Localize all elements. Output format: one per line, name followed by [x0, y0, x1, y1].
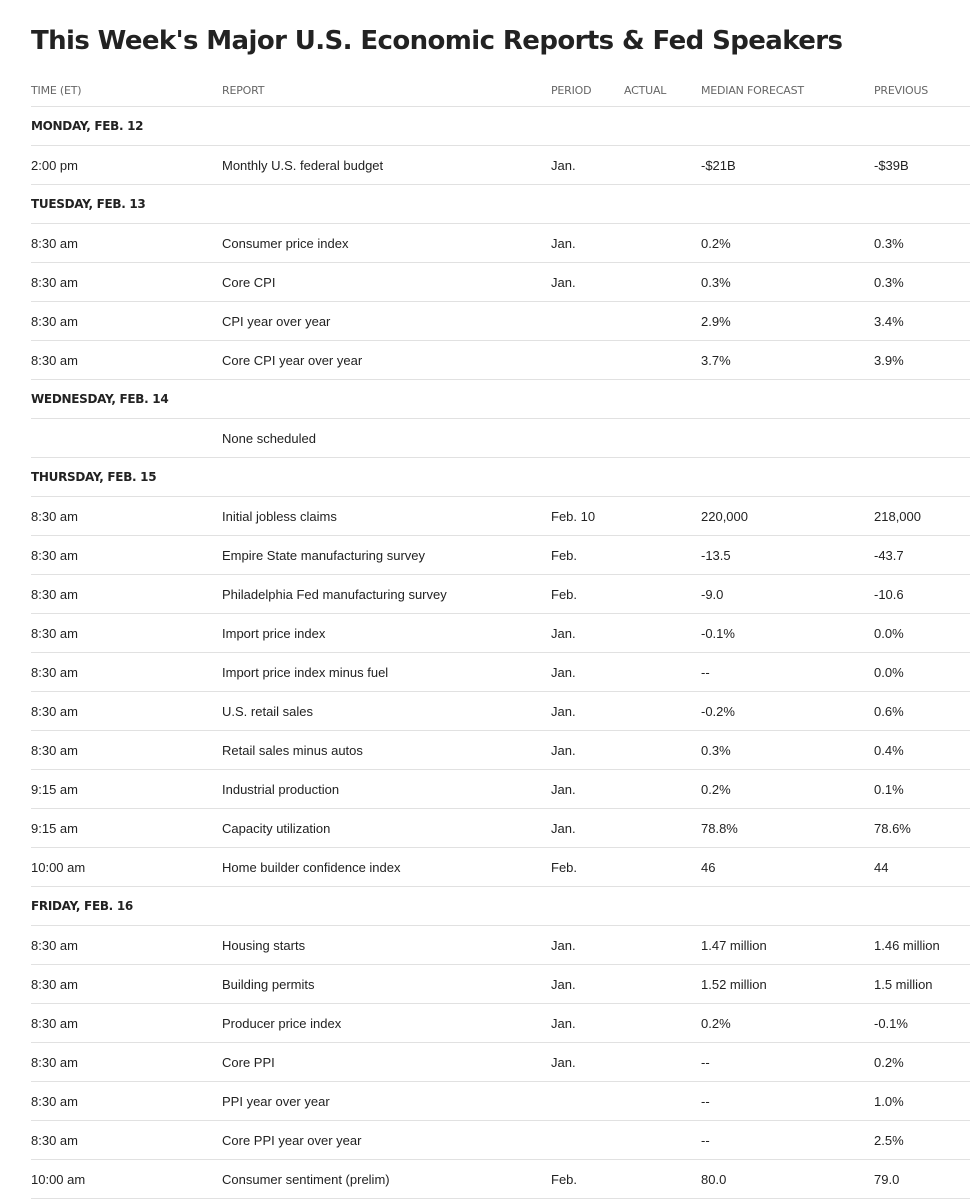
- day-label: THURSDAY, FEB. 15: [31, 470, 157, 484]
- previous-cell: 0.0%: [874, 626, 904, 641]
- report-cell: Import price index minus fuel: [222, 665, 389, 680]
- report-cell: Consumer sentiment (prelim): [222, 1172, 390, 1187]
- time-cell: 8:30 am: [31, 665, 78, 680]
- median-forecast-cell: -0.1%: [701, 626, 735, 641]
- table-row: [31, 809, 970, 848]
- median-forecast-cell: --: [701, 1094, 710, 1109]
- time-cell: 8:30 am: [31, 509, 78, 524]
- median-forecast-cell: 78.8%: [701, 821, 738, 836]
- report-cell: PPI year over year: [222, 1094, 330, 1109]
- period-cell: Jan.: [551, 1055, 576, 1070]
- report-cell: Monthly U.S. federal budget: [222, 158, 384, 173]
- table-row: [31, 263, 970, 302]
- report-cell: Core PPI: [222, 1055, 275, 1070]
- period-cell: Jan.: [551, 626, 576, 641]
- time-cell: 10:00 am: [31, 1172, 86, 1187]
- report-cell: Import price index: [222, 626, 326, 641]
- page-title: This Week's Major U.S. Economic Reports & Fed Speakers: [31, 26, 843, 56]
- day-header-row: [31, 458, 970, 497]
- previous-cell: 0.0%: [874, 665, 904, 680]
- table-row: [31, 1082, 970, 1121]
- median-forecast-cell: 3.7%: [701, 353, 731, 368]
- time-cell: 8:30 am: [31, 626, 78, 641]
- table-row: [31, 926, 970, 965]
- time-cell: 9:15 am: [31, 782, 78, 797]
- previous-cell: 78.6%: [874, 821, 911, 836]
- time-cell: 8:30 am: [31, 1133, 78, 1148]
- report-cell: Initial jobless claims: [222, 509, 337, 524]
- table-row: [31, 1160, 970, 1199]
- previous-cell: 0.4%: [874, 743, 904, 758]
- previous-cell: -$39B: [874, 158, 909, 173]
- table-row: [31, 965, 970, 1004]
- report-cell: Core PPI year over year: [222, 1133, 362, 1148]
- period-cell: Jan.: [551, 704, 576, 719]
- time-cell: 8:30 am: [31, 275, 78, 290]
- time-cell: 8:30 am: [31, 353, 78, 368]
- period-cell: Feb.: [551, 860, 578, 875]
- time-cell: 8:30 am: [31, 938, 78, 953]
- median-forecast-cell: 0.3%: [701, 275, 731, 290]
- column-header-period: PERIOD: [551, 84, 592, 97]
- period-cell: Jan.: [551, 1016, 576, 1031]
- period-cell: Jan.: [551, 977, 576, 992]
- time-cell: 8:30 am: [31, 587, 78, 602]
- median-forecast-cell: -9.0: [701, 587, 724, 602]
- column-header-previous: PREVIOUS: [874, 84, 929, 97]
- period-cell: Feb. 10: [551, 509, 596, 524]
- column-header-median-forecast: MEDIAN FORECAST: [701, 84, 804, 97]
- time-cell: 8:30 am: [31, 236, 78, 251]
- period-cell: Feb.: [551, 548, 578, 563]
- table-row: [31, 1043, 970, 1082]
- day-label: TUESDAY, FEB. 13: [31, 197, 146, 211]
- period-cell: Jan.: [551, 236, 576, 251]
- report-cell: Building permits: [222, 977, 315, 992]
- time-cell: 8:30 am: [31, 977, 78, 992]
- median-forecast-cell: 0.2%: [701, 236, 731, 251]
- previous-cell: -10.6: [874, 587, 904, 602]
- previous-cell: 0.1%: [874, 782, 904, 797]
- period-cell: Jan.: [551, 782, 576, 797]
- previous-cell: 79.0: [874, 1172, 900, 1187]
- table-header: [31, 68, 970, 107]
- previous-cell: 1.0%: [874, 1094, 904, 1109]
- median-forecast-cell: 0.3%: [701, 743, 731, 758]
- report-cell: Home builder confidence index: [222, 860, 401, 875]
- time-cell: 8:30 am: [31, 1016, 78, 1031]
- day-label: MONDAY, FEB. 12: [31, 119, 144, 133]
- previous-cell: -43.7: [874, 548, 904, 563]
- time-cell: 8:30 am: [31, 1055, 78, 1070]
- previous-cell: 0.6%: [874, 704, 904, 719]
- table-row: [31, 770, 970, 809]
- previous-cell: 44: [874, 860, 889, 875]
- period-cell: Feb.: [551, 587, 578, 602]
- median-forecast-cell: 80.0: [701, 1172, 727, 1187]
- time-cell: 8:30 am: [31, 314, 78, 329]
- report-cell: None scheduled: [222, 431, 316, 446]
- day-header-row: [31, 380, 970, 419]
- table-body: [31, 107, 970, 1199]
- previous-cell: 0.2%: [874, 1055, 904, 1070]
- time-cell: 8:30 am: [31, 1094, 78, 1109]
- report-cell: Core CPI: [222, 275, 276, 290]
- time-cell: 9:15 am: [31, 821, 78, 836]
- previous-cell: 218,000: [874, 509, 921, 524]
- day-label: FRIDAY, FEB. 16: [31, 899, 133, 913]
- period-cell: Jan.: [551, 743, 576, 758]
- period-cell: Jan.: [551, 938, 576, 953]
- median-forecast-cell: 2.9%: [701, 314, 731, 329]
- median-forecast-cell: 0.2%: [701, 1016, 731, 1031]
- day-header-row: [31, 887, 970, 926]
- median-forecast-cell: --: [701, 1133, 710, 1148]
- median-forecast-cell: --: [701, 665, 710, 680]
- table-row: [31, 575, 970, 614]
- previous-cell: 0.3%: [874, 275, 904, 290]
- previous-cell: 2.5%: [874, 1133, 904, 1148]
- time-cell: 8:30 am: [31, 548, 78, 563]
- table-row: [31, 419, 970, 458]
- time-cell: 8:30 am: [31, 743, 78, 758]
- median-forecast-cell: 1.47 million: [701, 938, 767, 953]
- table-row: [31, 614, 970, 653]
- table-row: [31, 653, 970, 692]
- report-cell: CPI year over year: [222, 314, 331, 329]
- previous-cell: -0.1%: [874, 1016, 908, 1031]
- period-cell: Jan.: [551, 275, 576, 290]
- report-cell: Empire State manufacturing survey: [222, 548, 426, 563]
- day-label: WEDNESDAY, FEB. 14: [31, 392, 169, 406]
- report-cell: Retail sales minus autos: [222, 743, 363, 758]
- report-cell: Philadelphia Fed manufacturing survey: [222, 587, 447, 602]
- period-cell: Feb.: [551, 1172, 578, 1187]
- table-row: [31, 341, 970, 380]
- period-cell: Jan.: [551, 665, 576, 680]
- previous-cell: 1.5 million: [874, 977, 933, 992]
- column-header-report: REPORT: [222, 84, 265, 97]
- median-forecast-cell: -$21B: [701, 158, 736, 173]
- column-header-time: TIME (ET): [31, 84, 82, 97]
- report-cell: U.S. retail sales: [222, 704, 314, 719]
- table-row: [31, 1004, 970, 1043]
- table-row: [31, 146, 970, 185]
- table-row: [31, 497, 970, 536]
- economic-calendar-table: [31, 68, 970, 1199]
- previous-cell: 3.9%: [874, 353, 904, 368]
- table-row: [31, 692, 970, 731]
- time-cell: 10:00 am: [31, 860, 86, 875]
- period-cell: Jan.: [551, 158, 576, 173]
- median-forecast-cell: -13.5: [701, 548, 731, 563]
- median-forecast-cell: --: [701, 1055, 710, 1070]
- median-forecast-cell: -0.2%: [701, 704, 735, 719]
- table-row: [31, 1121, 970, 1160]
- report-cell: Industrial production: [222, 782, 340, 797]
- column-header-actual: ACTUAL: [624, 84, 667, 97]
- time-cell: 8:30 am: [31, 704, 78, 719]
- time-cell: 2:00 pm: [31, 158, 78, 173]
- median-forecast-cell: 220,000: [701, 509, 748, 524]
- table-row: [31, 731, 970, 770]
- report-cell: Consumer price index: [222, 236, 349, 251]
- table-row: [31, 302, 970, 341]
- previous-cell: 0.3%: [874, 236, 904, 251]
- report-cell: Capacity utilization: [222, 821, 331, 836]
- day-header-row: [31, 185, 970, 224]
- period-cell: Jan.: [551, 821, 576, 836]
- table-row: [31, 848, 970, 887]
- previous-cell: 3.4%: [874, 314, 904, 329]
- report-cell: Housing starts: [222, 938, 306, 953]
- report-cell: Core CPI year over year: [222, 353, 363, 368]
- day-header-row: [31, 107, 970, 146]
- median-forecast-cell: 1.52 million: [701, 977, 767, 992]
- table-row: [31, 536, 970, 575]
- median-forecast-cell: 0.2%: [701, 782, 731, 797]
- previous-cell: 1.46 million: [874, 938, 940, 953]
- table-row: [31, 224, 970, 263]
- report-cell: Producer price index: [222, 1016, 342, 1031]
- median-forecast-cell: 46: [701, 860, 716, 875]
